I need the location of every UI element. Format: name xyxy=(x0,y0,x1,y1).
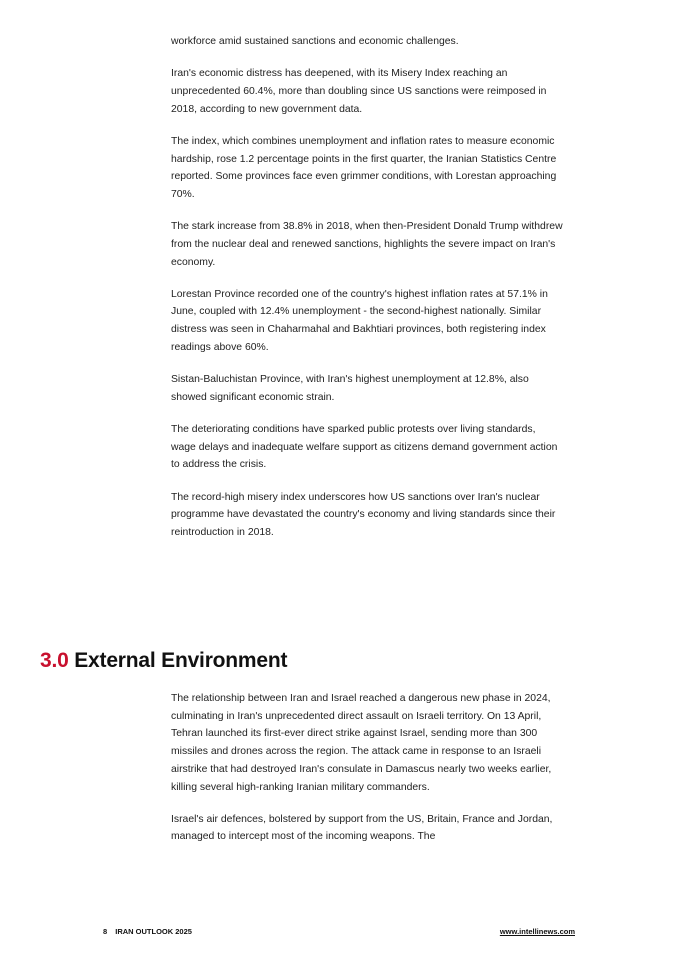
paragraph: Israel's air defences, bolstered by support from the US, Britain, France and Jordan, managed to intercept most of the incoming weapons. The xyxy=(171,813,553,843)
publication-title: IRAN OUTLOOK 2025 xyxy=(115,927,192,936)
body-text-top xyxy=(171,33,563,556)
section-heading xyxy=(40,649,287,673)
paragraph: Sistan-Baluchistan Province, with Iran's highest unemployment at 12.8%, also showed significant economic strain. xyxy=(171,374,529,403)
website-link[interactable]: www.intellinews.com xyxy=(499,927,575,936)
paragraph: The deteriorating conditions have sparked public protests over living standards, wage delays and inadequate welfare support as citizens demand government action to address the crisis. xyxy=(171,423,558,471)
paragraph: The stark increase from 38.8% in 2018, when then-President Donald Trump withdrew from the nuclear deal and renewed sanctions, highlights the severe impact on Iran's economy. xyxy=(171,221,563,268)
footer-left xyxy=(103,927,198,936)
paragraph: The relationship between Iran and Israel reached a dangerous new phase in 2024, culminating in Iran's unprecedented direct assault on Israeli territory. On 13 April, Tehran launched its first-ever direct strike against Israel, sending more than 300 missiles and drones across the region. The attack came in response to an Israeli airstrike that had destroyed Iran's consulate in Damascus nearly two weeks earlier, killing several high-ranking Iranian military commanders. xyxy=(171,693,552,793)
page-number: 8 xyxy=(103,927,108,936)
paragraph: The record-high misery index underscores how US sanctions over Iran's nuclear programme have devastated the country's economy and living standards since their reintroduction in 2018. xyxy=(171,491,556,538)
paragraph: Iran's economic distress has deepened, with its Misery Index reaching an unprecedented 60.4%, more than doubling since US sanctions were reimposed in 2018, according to new government data. xyxy=(171,68,547,115)
section-title: External Environment xyxy=(74,649,288,672)
page-footer xyxy=(103,927,575,936)
section-number: 3.0 xyxy=(40,649,69,672)
body-text-section xyxy=(171,690,563,861)
paragraph: workforce amid sustained sanctions and economic challenges. xyxy=(171,36,459,47)
paragraph: The index, which combines unemployment and inflation rates to measure economic hardship, rose 1.2 percentage points in the first quarter, the Iranian Statistics Centre reported. Some provinces face even grimmer conditions, with Lorestan approaching 70%. xyxy=(171,135,557,200)
paragraph: Lorestan Province recorded one of the country's highest inflation rates at 57.1% in June, coupled with 12.4% unemployment - the second-highest nationally. Similar distress was seen in Chaharmahal and Bakhtiari provinces, both registering index readings above 60%. xyxy=(171,288,548,353)
